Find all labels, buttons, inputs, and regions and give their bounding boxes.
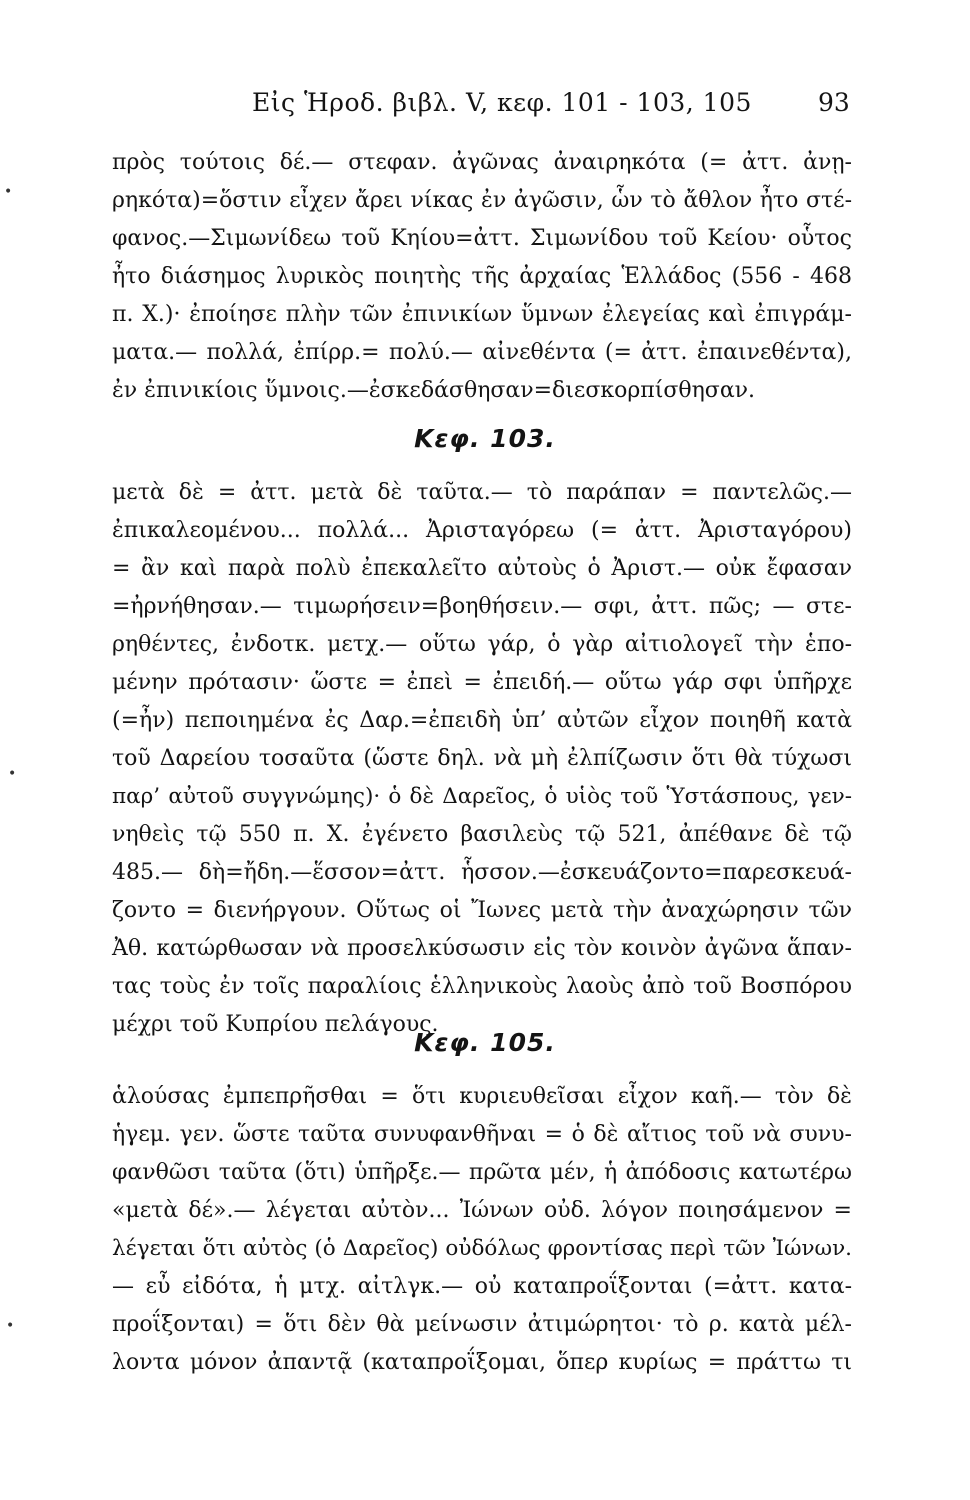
text-line: 485.— δὴ=ἤδη.—ἕσσον=ἀττ. ἧσσον.—ἐσκευάζοντο=παρεσκευά-	[112, 860, 852, 885]
chapter-105-heading: Κεφ. 105.	[414, 1028, 556, 1057]
text-line: μετὰ δὲ = ἀττ. μετὰ δὲ ταῦτα.— τὸ παράπαν = παντελῶς.—	[112, 480, 852, 505]
page-number: 93	[818, 88, 850, 117]
text-line: ἡγεμ. γεν. ὥστε ταῦτα συνυφανθῆναι = ὁ δὲ αἴτιος τοῦ νὰ συνυ-	[112, 1122, 852, 1147]
text-line: φανος.—Σιμωνίδεω τοῦ Κηίου=ἀττ. Σιμωνίδου τοῦ Κείου· οὗτος	[112, 226, 852, 251]
text-line: ρηκότα)=ὅστιν εἶχεν ἄρει νίκας ἐν ἀγῶσιν, ὧν τὸ ἄθλον ἦτο στέ-	[112, 188, 852, 213]
text-line: ἐπικαλεομένου... πολλά... Ἀρισταγόρεω (= ἀττ. Ἀρισταγόρου)	[112, 518, 852, 543]
text-line: ἐν ἐπινικίοις ὕμνοις.—ἐσκεδάσθησαν=διεσκορπίσθησαν.	[112, 378, 756, 403]
chapter-103-commentary	[112, 474, 852, 1044]
text-line: λέγεται ὅτι αὐτὸς (ὁ Δαρεῖος) οὐδόλως φροντίσας περὶ τῶν Ἰώνων.	[112, 1236, 852, 1261]
text-line: — εὖ εἰδότα, ἡ μτχ. αἰτλγκ.— οὐ καταπροΐξονται (=ἀττ. κατα-	[112, 1274, 852, 1299]
text-line: =ἠρνήθησαν.— τιμωρήσειν=βοηθήσειν.— σφι, ἀττ. πῶς; — στε-	[112, 594, 852, 619]
text-line: παρ’ αὐτοῦ συγγνώμης)· ὁ δὲ Δαρεῖος, ὁ υἱὸς τοῦ Ὑστάσπους, γεν-	[112, 784, 852, 809]
text-line: «μετὰ δέ».— λέγεται αὐτὸν... Ἰώνων οὐδ. λόγον ποιησάμενον =	[112, 1198, 852, 1223]
text-line: π. Χ.)· ἐποίησε πλὴν τῶν ἐπινικίων ὕμνων ἐλεγείας καὶ ἐπιγράμ-	[112, 302, 852, 327]
margin-mark: •	[6, 1318, 15, 1334]
text-line: λοντα μόνον ἀπαντᾷ (καταπροΐξομαι, ὅπερ κυρίως = πράττω τι	[112, 1350, 852, 1375]
text-line: μένην πρότασιν· ὥστε = ἐπεὶ = ἐπειδή.— οὕτω γάρ σφι ὑπῆρχε	[112, 670, 852, 695]
text-line: τας τοὺς ἐν τοῖς παραλίοις ἑλληνικοὺς λαοὺς ἀπὸ τοῦ Βοσπόρου	[112, 974, 852, 999]
margin-mark: •	[4, 184, 13, 200]
text-line: ἦτο διάσημος λυρικὸς ποιητὴς τῆς ἀρχαίας Ἑλλάδος (556 - 468	[112, 264, 852, 289]
chapter-103-heading: Κεφ. 103.	[414, 424, 556, 453]
text-line: = ἂν καὶ παρὰ πολὺ ἐπεκαλεῖτο αὐτοὺς ὁ Ἀριστ.— οὐκ ἔφασαν	[112, 556, 852, 581]
running-title: Εἰς Ἡροδ. βιβλ. V, κεφ. 101 - 103, 105	[252, 88, 752, 117]
text-line: πρὸς τούτοις δέ.— στεφαν. ἀγῶνας ἀναιρηκότα (= ἀττ. ἀνῃ-	[112, 150, 852, 175]
text-line: τοῦ Δαρείου τοσαῦτα (ὥστε δηλ. νὰ μὴ ἐλπίζωσιν ὅτι θὰ τύχωσι	[112, 746, 852, 771]
intro-commentary	[112, 144, 852, 410]
text-line: ἁλούσας ἐμπεπρῆσθαι = ὅτι κυριευθεῖσαι εἶχον καῆ.— τὸν δὲ	[112, 1084, 852, 1109]
margin-mark: •	[8, 766, 17, 782]
text-line: νηθεὶς τῷ 550 π. Χ. ἐγένετο βασιλεὺς τῷ 521, ἀπέθανε δὲ τῷ	[112, 822, 852, 847]
text-line: ρηθέντες, ἐνδοτκ. μετχ.— οὕτω γάρ, ὁ γὰρ αἰτιολογεῖ τὴν ἑπο-	[112, 632, 852, 657]
text-line: ματα.— πολλά, ἐπίρρ.= πολύ.— αἰνεθέντα (= ἀττ. ἐπαινεθέντα),	[112, 340, 852, 365]
chapter-105-commentary	[112, 1078, 852, 1382]
text-line: ζοντο = διενήργουν. Οὕτως οἱ Ἴωνες μετὰ τὴν ἀναχώρησιν τῶν	[112, 898, 852, 923]
text-line: Ἀθ. κατώρθωσαν νὰ προσελκύσωσιν εἰς τὸν κοινὸν ἀγῶνα ἅπαν-	[112, 936, 852, 961]
text-line: φανθῶσι ταῦτα (ὅτι) ὑπῆρξε.— πρῶτα μέν, ἡ ἀπόδοσις κατωτέρω	[112, 1160, 852, 1185]
text-line: προΐξονται) = ὅτι δὲν θὰ μείνωσιν ἀτιμώρητοι· τὸ ρ. κατὰ μέλ-	[112, 1312, 852, 1337]
text-line: μέχρι τοῦ Κυπρίου πελάγους.	[112, 1012, 439, 1037]
text-line: (=ἦν) πεποιημένα ἐς Δαρ.=ἐπειδὴ ὑπ’ αὐτῶν εἶχον ποιηθῆ κατὰ	[112, 708, 852, 733]
